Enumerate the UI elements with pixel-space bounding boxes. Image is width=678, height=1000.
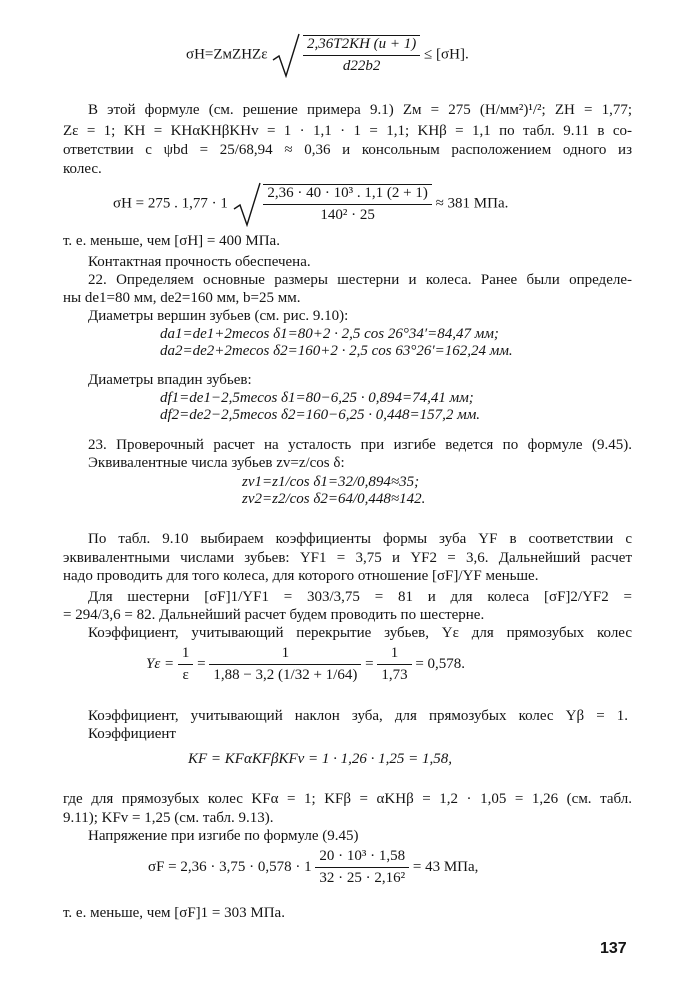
text-line: = 294/3,6 = 82. Дальнейший расчет будем проводить по шестерне. (63, 607, 485, 623)
text-line: Коэффициент (88, 726, 176, 742)
fraction (303, 35, 420, 75)
numerator: 1 (281, 645, 290, 661)
fraction (209, 645, 361, 684)
text-line: ны de1=80 мм, de2=160 мм, b=25 мм. (63, 290, 301, 306)
formula-rhs: = 43 МПа, (412, 859, 479, 875)
text-line: Коэффициент, учитывающий перекрытие зубьев, Yε для прямозубых колес (88, 625, 632, 641)
numerator: 2,36T2KH (u + 1) (307, 36, 417, 52)
text-line: 9.11); KFv = 1,25 (см. табл. 9.13). (63, 810, 274, 826)
formula-contact-stress-numeric (113, 181, 508, 227)
denominator: 32 · 25 · 2,16² (315, 867, 409, 887)
fraction (315, 848, 409, 887)
text-line: Контактная прочность обеспечена. (88, 254, 311, 270)
formula-rhs: ≈ 381 МПа. (435, 195, 509, 212)
numerator: 1 (390, 645, 399, 661)
text-line: Zε = 1; KH = KHαKHβKHv = 1 · 1,1 · 1 = 1,1; KHβ = 1,1 по табл. 9.11 в со- (63, 123, 632, 139)
formula-rhs: ≤ [σH]. (424, 46, 469, 63)
text-line: 23. Проверочный расчет на усталость при изгибе ведется по формуле (9.45). (88, 437, 632, 453)
text-line: колес. (63, 161, 102, 177)
text-line: Диаметры вершин зубьев (см. рис. 9.10): (88, 308, 349, 324)
denominator: 1,73 (377, 664, 411, 684)
radical-sign (232, 181, 262, 227)
formula-load-coefficient: KF = KFαKFβKFv = 1 · 1,26 · 1,25 = 1,58, (188, 751, 453, 767)
text-line: эквивалентными числами зубьев: YF1 = 3,75 и YF2 = 3,6. Дальнейший расчет (63, 550, 632, 566)
radical-sign (271, 32, 301, 78)
denominator: d22b2 (303, 55, 420, 75)
equals-sign: = (197, 656, 206, 672)
text-line: В этой формуле (см. решение примера 9.1) Zм = 275 (Н/мм²)¹/²; ZH = 1,77; (88, 102, 632, 118)
text-line: 22. Определяем основные размеры шестерни и колеса. Ранее были определе- (88, 272, 632, 288)
text-line: По табл. 9.10 выбираем коэффициенты формы зуба YF в соответствии с (88, 531, 632, 547)
text-line: надо проводить для того колеса, для которого отношение [σF]/YF меньше. (63, 568, 539, 584)
formula-root-diameter-1: df1=de1−2,5mecos δ1=80−6,25 · 0,894=74,41 мм; (160, 390, 474, 406)
formula-equiv-teeth-2: zv2=z2/cos δ2=64/0,448≈142. (242, 491, 426, 507)
numerator: 1 (181, 645, 190, 661)
formula-rhs: = 0,578. (415, 656, 466, 672)
equals-sign: = (365, 656, 374, 672)
numerator: 2,36 · 40 · 10³ . 1,1 (2 + 1) (267, 185, 428, 201)
formula-equiv-teeth-1: zv1=z1/cos δ1=32/0,894≈35; (242, 474, 420, 490)
text-line: т. е. меньше, чем [σF]1 = 303 МПа. (63, 905, 285, 921)
text-line: Напряжение при изгибе по формуле (9.45) (88, 828, 359, 844)
denominator: 140² · 25 (263, 204, 431, 224)
text-line: Эквивалентные числа зубьев zv=z/cos δ: (88, 455, 345, 471)
text-line: Диаметры впадин зубьев: (88, 372, 252, 388)
text-line: где для прямозубых колес KFα = 1; KFβ = αKHβ = 1,2 · 1,05 = 1,26 (см. табл. (63, 791, 632, 807)
formula-contact-stress (186, 32, 469, 78)
formula-bending-stress (148, 848, 478, 887)
denominator: ε (178, 664, 194, 684)
formula-root-diameter-2: df2=de2−2,5mecos δ2=160−6,25 · 0,448=157,2 мм. (160, 407, 481, 423)
page-number: 137 (600, 940, 627, 957)
formula-lhs: σH=ZмZHZε (186, 46, 268, 63)
fraction (178, 645, 194, 684)
radical (232, 181, 262, 227)
radical (271, 32, 301, 78)
formula-lhs: Yε = (146, 656, 175, 672)
text-line: ответствии с ψbd = 25/68,94 ≈ 0,36 и консольным расположением одного из (63, 142, 632, 158)
formula-tip-diameter-1: da1=de1+2mecos δ1=80+2 · 2,5 cos 26°34′=84,47 мм; (160, 326, 499, 342)
formula-lhs: σF = 2,36 · 3,75 · 0,578 · 1 (148, 859, 312, 875)
formula-lhs: σH = 275 . 1,77 · 1 (113, 195, 228, 212)
formula-tip-diameter-2: da2=de2+2mecos δ2=160+2 · 2,5 cos 63°26′=162,24 мм. (160, 343, 513, 359)
fraction (263, 184, 431, 224)
text-line: Для шестерни [σF]1/YF1 = 303/3,75 = 81 и для колеса [σF]2/YF2 = (88, 589, 632, 605)
fraction (377, 645, 411, 684)
denominator: 1,88 − 3,2 (1/32 + 1/64) (209, 664, 361, 684)
text-line: Коэффициент, учитывающий наклон зуба, для прямозубых колес Yβ = 1. (88, 708, 628, 724)
formula-overlap-coefficient (146, 645, 465, 684)
numerator: 20 · 10³ · 1,58 (319, 848, 406, 864)
text-line: т. е. меньше, чем [σH] = 400 МПа. (63, 233, 280, 249)
